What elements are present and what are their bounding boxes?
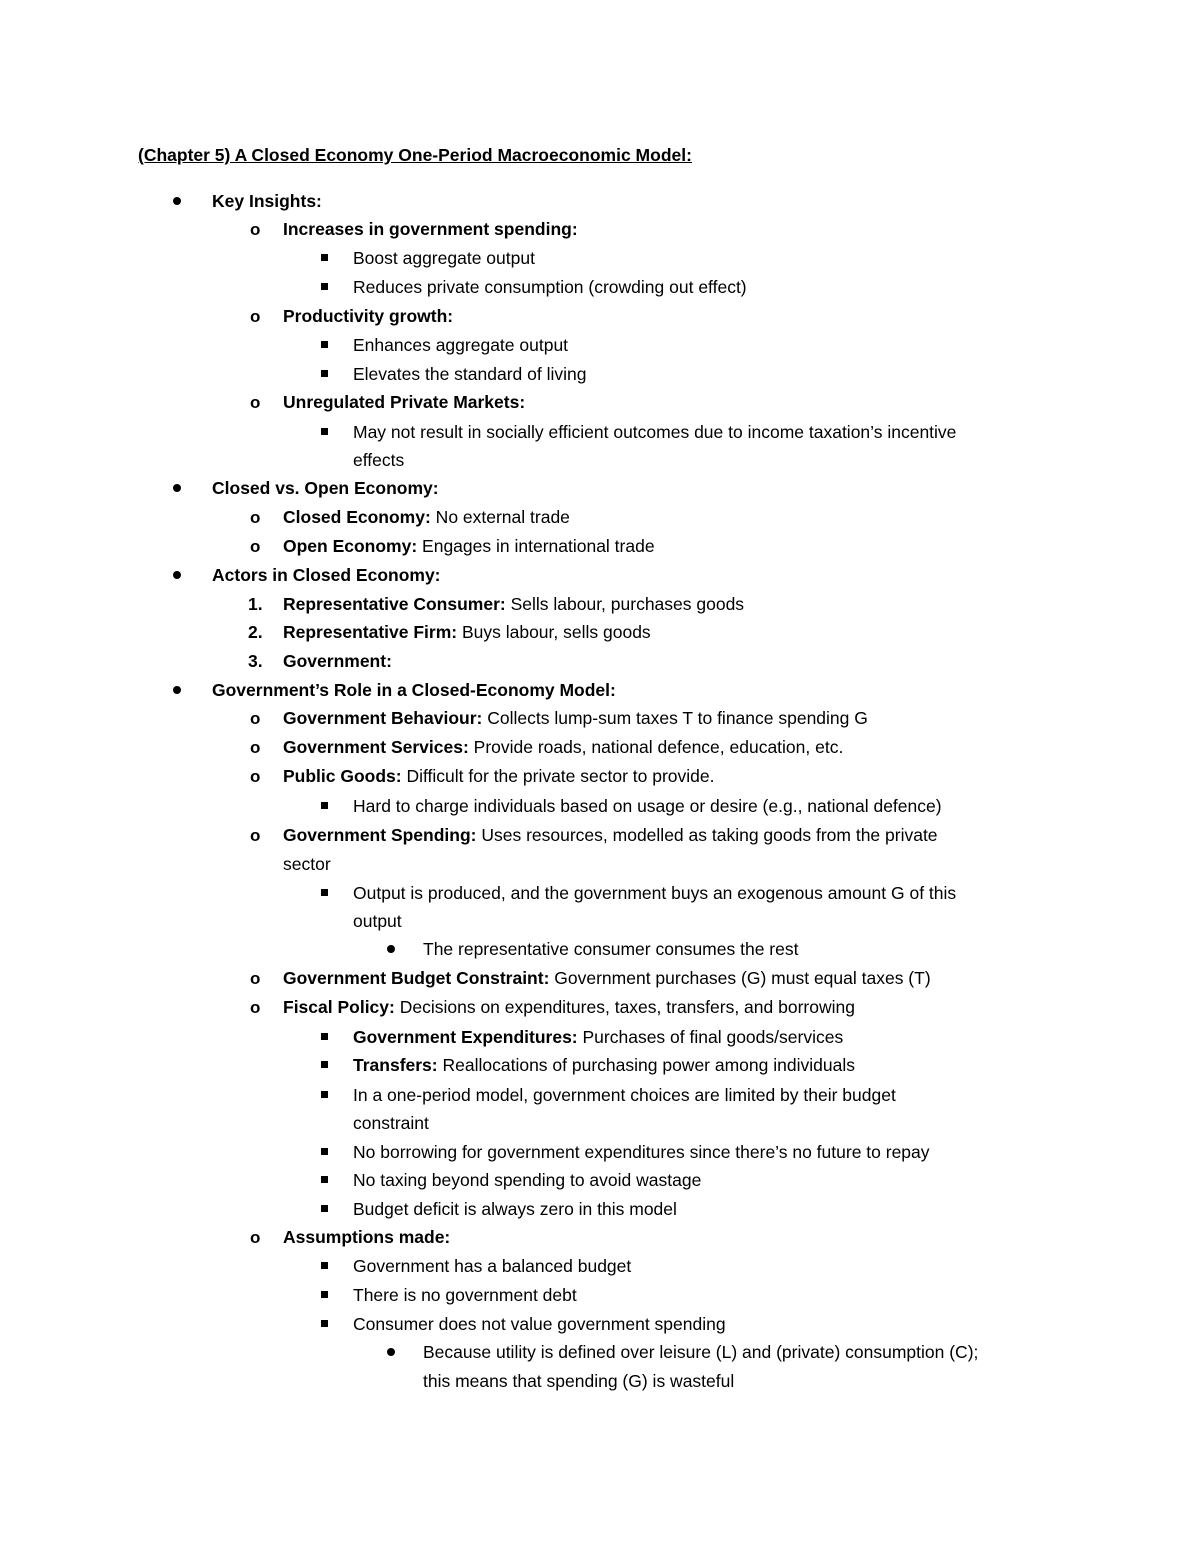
list-item-budget-constraint bbox=[283, 967, 931, 989]
square-bullet-icon bbox=[321, 1262, 328, 1269]
label: Government Services: bbox=[283, 737, 469, 757]
label: Open Economy: bbox=[283, 536, 418, 556]
list-item-government: Government: bbox=[283, 651, 392, 671]
list-item-continuation: effects bbox=[353, 450, 405, 470]
square-bullet-icon bbox=[321, 1091, 328, 1098]
text: Sells labour, purchases goods bbox=[505, 594, 745, 614]
text: Purchases of final goods/services bbox=[577, 1027, 844, 1047]
text: Uses resources, modelled as taking goods from the private bbox=[476, 825, 938, 845]
page-title: (Chapter 5) A Closed Economy One-Period Macroeconomic Model: bbox=[138, 145, 692, 165]
square-bullet-icon bbox=[321, 341, 328, 348]
circle-bullet-icon: o bbox=[250, 307, 261, 326]
list-item-continuation: this means that spending (G) is wasteful bbox=[423, 1371, 735, 1391]
list-item-continuation: constraint bbox=[353, 1113, 429, 1133]
text: Decisions on expenditures, taxes, transfers, and borrowing bbox=[394, 997, 855, 1017]
list-item: No borrowing for government expenditures since there’s no future to repay bbox=[353, 1142, 930, 1162]
label: Transfers: bbox=[353, 1055, 438, 1075]
square-bullet-icon bbox=[321, 1205, 328, 1212]
circle-bullet-icon: o bbox=[250, 1228, 261, 1247]
label-productivity: Productivity growth: bbox=[283, 306, 454, 326]
bullet-icon bbox=[173, 484, 181, 492]
list-item: Elevates the standard of living bbox=[353, 364, 587, 384]
bullet-icon bbox=[387, 1348, 395, 1356]
list-item-gov-spending bbox=[283, 824, 938, 846]
list-item: Budget deficit is always zero in this model bbox=[353, 1199, 677, 1219]
list-number: 3. bbox=[248, 651, 263, 671]
list-item: Output is produced, and the government buys an exogenous amount G of this bbox=[353, 883, 957, 903]
list-item: In a one-period model, government choices are limited by their budget bbox=[353, 1085, 896, 1105]
list-item-public-goods bbox=[283, 765, 715, 787]
label: Government Behaviour: bbox=[283, 708, 483, 728]
square-bullet-icon bbox=[321, 254, 328, 261]
bullet-icon bbox=[173, 571, 181, 579]
square-bullet-icon bbox=[321, 1148, 328, 1155]
list-number: 2. bbox=[248, 622, 263, 642]
heading-actors: Actors in Closed Economy: bbox=[212, 565, 441, 585]
square-bullet-icon bbox=[321, 1061, 328, 1068]
list-item-closed-economy bbox=[283, 506, 570, 528]
list-item-continuation: sector bbox=[283, 854, 331, 874]
square-bullet-icon bbox=[321, 1291, 328, 1298]
bullet-icon bbox=[173, 686, 181, 694]
text: Government purchases (G) must equal taxes (T) bbox=[549, 968, 931, 988]
list-item: May not result in socially efficient outcomes due to income taxation’s incentive bbox=[353, 422, 957, 442]
list-item: Because utility is defined over leisure (L) and (private) consumption (C); bbox=[423, 1342, 979, 1362]
text: Collects lump-sum taxes T to finance spending G bbox=[482, 708, 868, 728]
list-item: The representative consumer consumes the rest bbox=[423, 939, 799, 959]
text: Provide roads, national defence, education, etc. bbox=[468, 737, 844, 757]
square-bullet-icon bbox=[321, 283, 328, 290]
circle-bullet-icon: o bbox=[250, 709, 261, 728]
circle-bullet-icon: o bbox=[250, 508, 261, 527]
list-item: No taxing beyond spending to avoid wastage bbox=[353, 1170, 702, 1190]
list-number: 1. bbox=[248, 594, 263, 614]
label: Closed Economy: bbox=[283, 507, 431, 527]
label: Government Budget Constraint: bbox=[283, 968, 550, 988]
circle-bullet-icon: o bbox=[250, 220, 261, 239]
list-item-gov-services bbox=[283, 736, 843, 758]
list-item-firm bbox=[283, 621, 651, 643]
heading-closed-open: Closed vs. Open Economy: bbox=[212, 478, 439, 498]
list-item-gov-expenditures bbox=[353, 1026, 843, 1048]
list-item: Government has a balanced budget bbox=[353, 1256, 632, 1276]
list-item: Consumer does not value government spending bbox=[353, 1314, 726, 1334]
list-item: Reduces private consumption (crowding out effect) bbox=[353, 277, 747, 297]
bullet-icon bbox=[387, 945, 395, 953]
list-item-consumer bbox=[283, 593, 744, 615]
square-bullet-icon bbox=[321, 1033, 328, 1040]
circle-bullet-icon: o bbox=[250, 537, 261, 556]
circle-bullet-icon: o bbox=[250, 826, 261, 845]
list-item: Boost aggregate output bbox=[353, 248, 535, 268]
label: Representative Consumer: bbox=[283, 594, 506, 614]
list-item: Enhances aggregate output bbox=[353, 335, 569, 355]
square-bullet-icon bbox=[321, 889, 328, 896]
label: Fiscal Policy: bbox=[283, 997, 395, 1017]
label: Public Goods: bbox=[283, 766, 402, 786]
bullet-icon bbox=[173, 197, 181, 205]
list-item-continuation: output bbox=[353, 911, 402, 931]
circle-bullet-icon: o bbox=[250, 738, 261, 757]
label-gov-spending: Increases in government spending: bbox=[283, 219, 578, 239]
square-bullet-icon bbox=[321, 370, 328, 377]
list-item: There is no government debt bbox=[353, 1285, 577, 1305]
text: Buys labour, sells goods bbox=[457, 622, 651, 642]
heading-key-insights: Key Insights: bbox=[212, 191, 322, 211]
circle-bullet-icon: o bbox=[250, 998, 261, 1017]
label: Government Expenditures: bbox=[353, 1027, 578, 1047]
label: Representative Firm: bbox=[283, 622, 458, 642]
label-assumptions: Assumptions made: bbox=[283, 1227, 451, 1247]
list-item-transfers bbox=[353, 1054, 855, 1076]
square-bullet-icon bbox=[321, 428, 328, 435]
square-bullet-icon bbox=[321, 1320, 328, 1327]
list-item-fiscal-policy bbox=[283, 996, 855, 1018]
circle-bullet-icon: o bbox=[250, 767, 261, 786]
text: Engages in international trade bbox=[417, 536, 655, 556]
list-item: Hard to charge individuals based on usage or desire (e.g., national defence) bbox=[353, 796, 942, 816]
circle-bullet-icon: o bbox=[250, 393, 261, 412]
heading-gov-role: Government’s Role in a Closed-Economy Model: bbox=[212, 680, 616, 700]
label-unregulated: Unregulated Private Markets: bbox=[283, 392, 526, 412]
text: Reallocations of purchasing power among individuals bbox=[437, 1055, 855, 1075]
list-item-gov-behaviour bbox=[283, 707, 868, 729]
square-bullet-icon bbox=[321, 1176, 328, 1183]
circle-bullet-icon: o bbox=[250, 969, 261, 988]
text: Difficult for the private sector to provide. bbox=[401, 766, 715, 786]
square-bullet-icon bbox=[321, 802, 328, 809]
list-item-open-economy bbox=[283, 535, 655, 557]
label: Government Spending: bbox=[283, 825, 477, 845]
text: No external trade bbox=[430, 507, 570, 527]
